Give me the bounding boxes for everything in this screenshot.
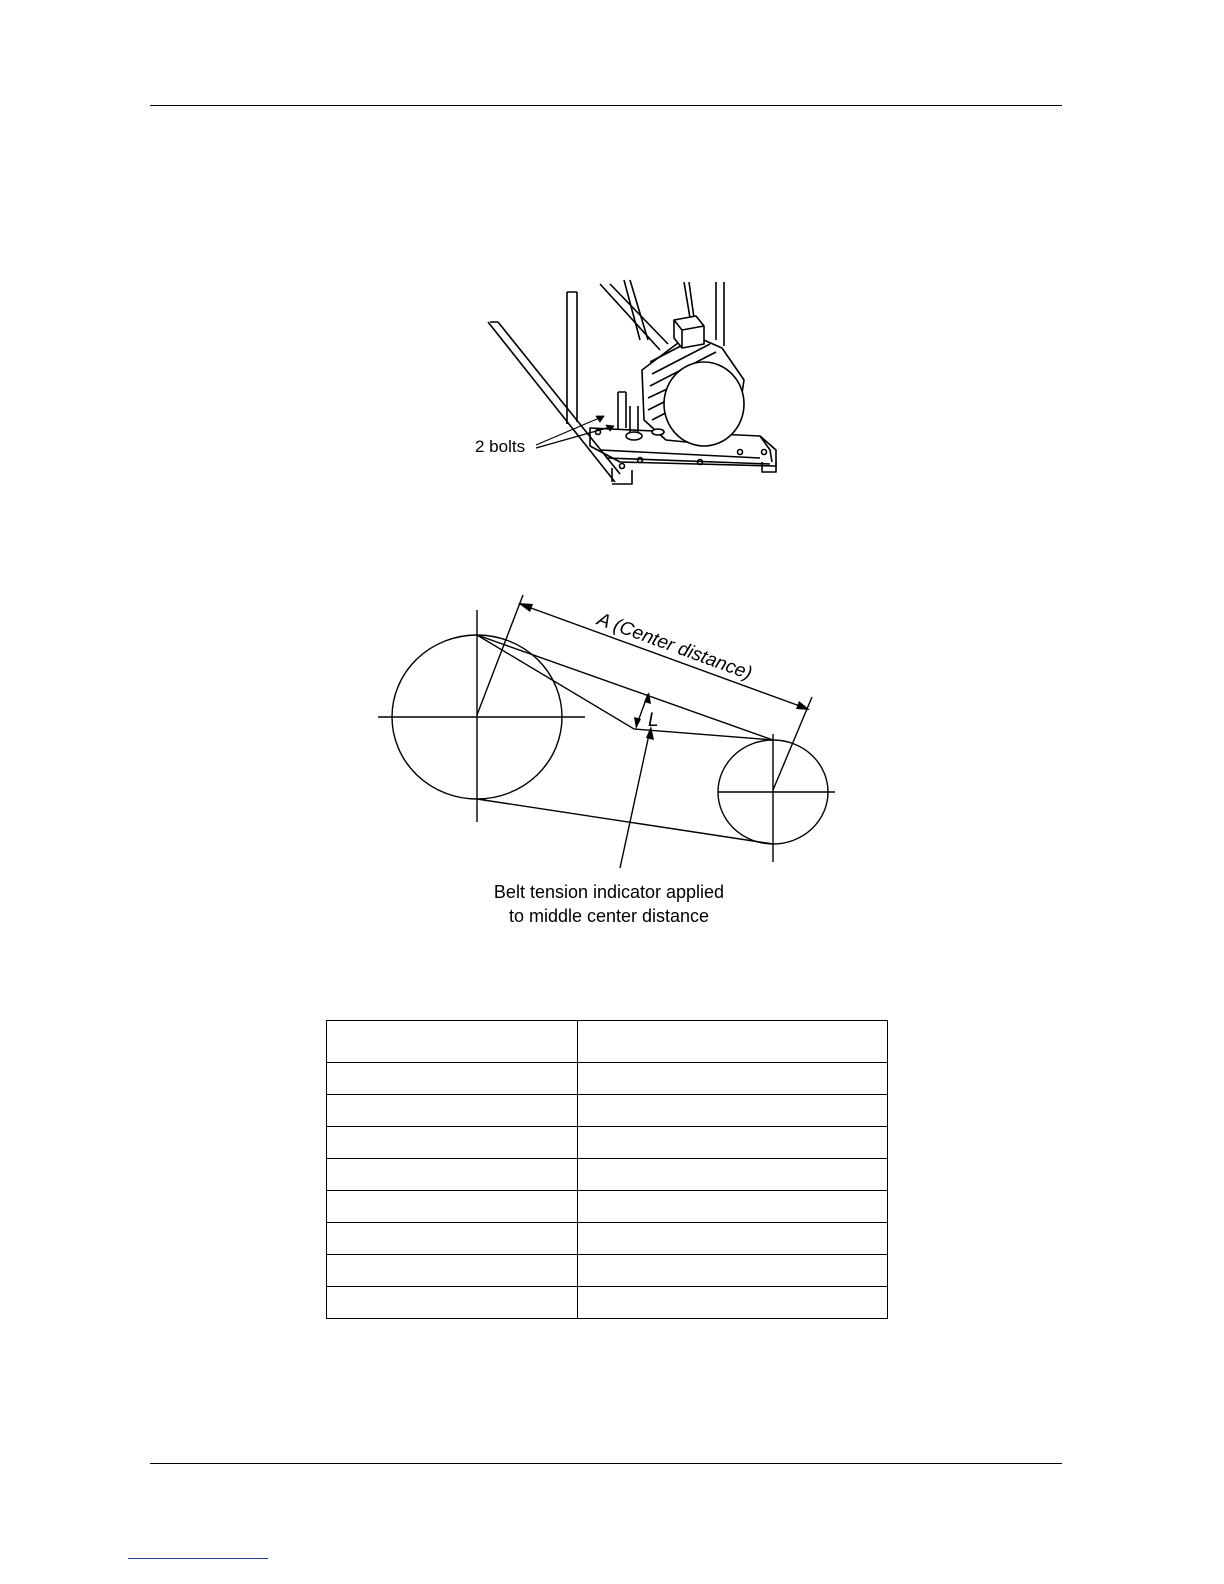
table-cell <box>578 1223 888 1255</box>
table-cell <box>578 1255 888 1287</box>
table-cell <box>578 1063 888 1095</box>
indicator-caption-line2: to middle center distance <box>508 906 710 926</box>
table-cell <box>327 1287 578 1319</box>
table-row <box>327 1095 888 1127</box>
table-row <box>327 1223 888 1255</box>
table-row <box>327 1287 888 1319</box>
bolts-callout: 2 bolts <box>475 437 526 456</box>
footer-link-underline[interactable] <box>128 1558 268 1559</box>
table-row <box>327 1063 888 1095</box>
table-row <box>327 1127 888 1159</box>
table-cell <box>578 1127 888 1159</box>
table-cell <box>327 1159 578 1191</box>
table-cell <box>327 1127 578 1159</box>
table-cell <box>327 1095 578 1127</box>
spec-table <box>326 1020 888 1319</box>
table-cell <box>327 1223 578 1255</box>
table-cell <box>327 1255 578 1287</box>
table-cell <box>327 1191 578 1223</box>
table-cell <box>578 1191 888 1223</box>
table-row <box>327 1191 888 1223</box>
table-header-cell <box>327 1021 578 1063</box>
deflection-label: L <box>648 710 659 731</box>
table-header-cell <box>578 1021 888 1063</box>
footer-rule <box>150 1463 1062 1464</box>
table-cell <box>327 1063 578 1095</box>
center-distance-label: A (Center distance) <box>594 608 755 685</box>
table-cell <box>578 1287 888 1319</box>
indicator-caption-line1: Belt tension indicator applied <box>493 882 725 902</box>
table-row <box>327 1159 888 1191</box>
belt-bottom <box>477 799 773 844</box>
table-header-row <box>327 1021 888 1063</box>
table-cell <box>578 1159 888 1191</box>
table-row <box>327 1255 888 1287</box>
table-cell <box>578 1095 888 1127</box>
